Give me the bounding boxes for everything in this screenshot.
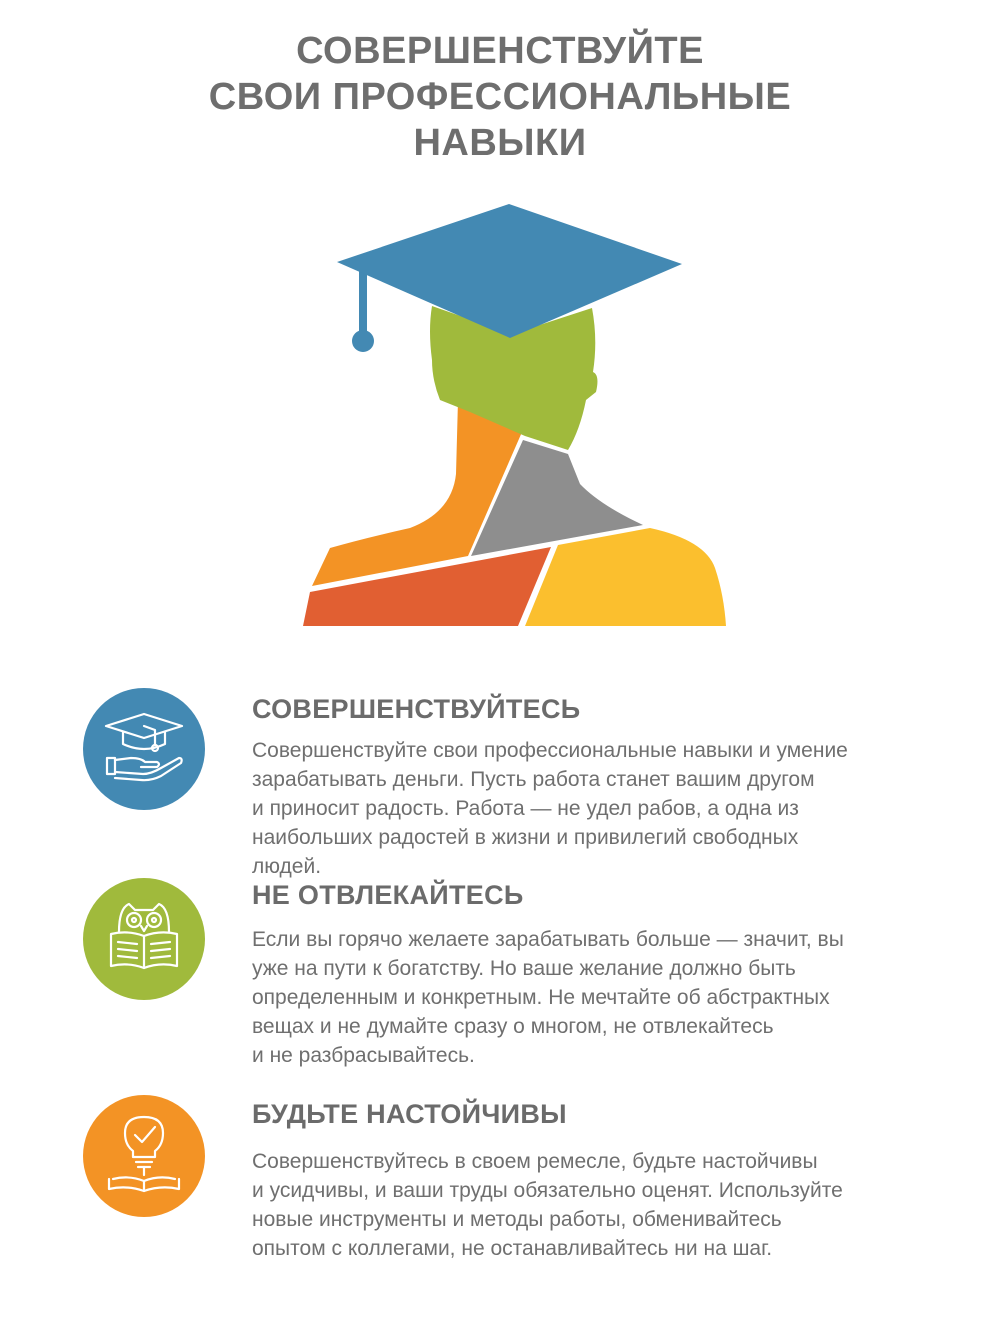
section-heading: НЕ ОТВЛЕКАЙТЕСЬ	[252, 880, 524, 910]
section-body	[252, 1147, 942, 1263]
text-line: новые инструменты и методы работы, обменивайтесь	[252, 1208, 782, 1231]
text-line: уже на пути к богатству. Но ваше желание должно быть	[252, 957, 796, 980]
text-line: и приносит радость. Работа — не удел рабов, а одна из	[252, 797, 799, 820]
lightbulb-book-icon	[83, 1095, 205, 1217]
section-body	[252, 925, 942, 1070]
cap-tassel-cord	[359, 271, 367, 331]
section-body	[252, 736, 942, 881]
section-heading: СОВЕРШЕНСТВУЙТЕСЬ	[252, 694, 581, 724]
segment-orange	[312, 400, 522, 586]
text-line: и не разбрасывайтесь.	[252, 1044, 475, 1067]
text-line: Совершенствуйте свои профессиональные навыки и умение	[252, 739, 848, 762]
text-line: вещах и не думайте сразу о многом, не отвлекайтесь	[252, 1015, 774, 1038]
graduation-cap-hand-icon	[83, 688, 205, 810]
cap-tassel-ball	[352, 330, 374, 352]
text-line: опытом с коллегами, не останавливайтесь ни на шаг.	[252, 1237, 773, 1260]
text-line: Совершенствуйтесь в своем ремесле, будьте настойчивы	[252, 1150, 818, 1173]
text-line: и усидчивы, и ваши труды обязательно оценят. Используйте	[252, 1179, 843, 1202]
graduate-illustration	[0, 195, 1000, 635]
text-line: определенным и конкретным. Не мечтайте об абстрактных	[252, 986, 830, 1009]
mortarboard-cap	[337, 204, 682, 338]
title-line: НАВЫКИ	[413, 122, 587, 164]
text-line: наибольших радостей в жизни и привилегий свободных	[252, 826, 799, 849]
segment-yellow	[525, 528, 726, 626]
owl-book-icon	[83, 878, 205, 1000]
text-line: зарабатывать деньги. Пусть работа станет вашим другом	[252, 768, 815, 791]
text-line: Если вы горячо желаете зарабатывать больше — значит, вы	[252, 928, 844, 951]
page-title	[0, 28, 1000, 166]
title-line: СВОИ ПРОФЕССИОНАЛЬНЫЕ	[208, 76, 792, 118]
title-line: СОВЕРШЕНСТВУЙТЕ	[296, 30, 704, 72]
section-heading: БУДЬТЕ НАСТОЙЧИВЫ	[252, 1099, 567, 1129]
text-line: людей.	[252, 855, 322, 878]
